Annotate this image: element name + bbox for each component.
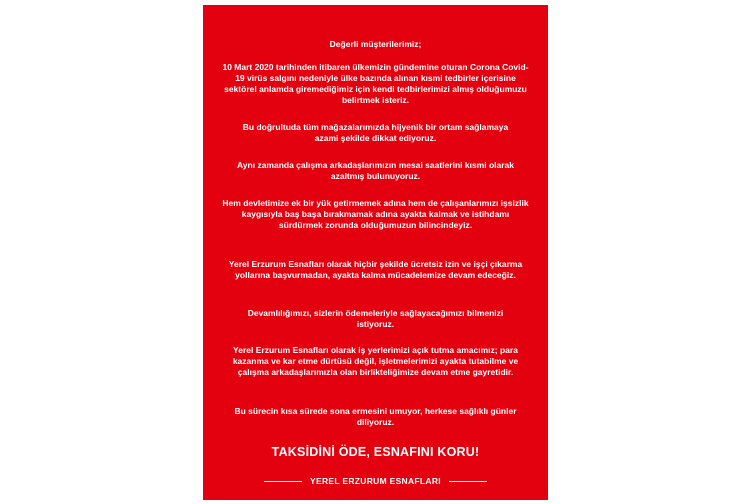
greeting: Değerli müşterilerimiz; [329, 39, 422, 49]
paragraph-payments: Devamlılığımızı, sizlerin ödemeleriyle sağlayacağımızı bilmenizi istiyoruz. [247, 308, 504, 329]
signature [203, 475, 548, 487]
signature-text: YEREL ERZURUM ESNAFLARI [310, 476, 441, 486]
paragraph-hygiene: Bu doğrultuda tüm mağazalarımızda hijyenik bir ortam sağlamaya azami şekilde dikkat ediyoruz. [242, 122, 509, 143]
paragraph-hours: Aynı zamanda çalışma arkadaşlarımızın mesai saatlerini kısmi olarak azaltmış bulunuyoruz. [236, 160, 515, 181]
signature-line-left [264, 481, 302, 482]
signature-line-right [449, 481, 487, 482]
poster [203, 5, 548, 500]
paragraph-intro: 10 Mart 2020 tarihinden itibaren ülkemizin gündemine oturan Corona Covid-19 virüs salgını nedeniyle ülke bazında alınan kısmi tedbirler içerisine sektörel anlamda giremediğimiz için kendi tedbirlerimizi almış olduğumuzu belirtmek isteriz. [222, 62, 529, 105]
slogan: TAKSİDİNİ ÖDE, ESNAFINI KORU! [271, 445, 480, 459]
paragraph-commitment: Yerel Erzurum Esnafları olarak hiçbir şekilde ücretsiz izin ve işçi çıkarma yollarına başvurmadan, ayakta kalma mücadelemize devam edeceğiz. [228, 259, 523, 280]
paragraph-purpose: Yerel Erzurum Esnafları olarak iş yerlerimizi açık tutma amacımız; para kazanma ve kar etme dürtüsü değil, işletmelerimizi ayakta tutabilme ve çalışma arkadaşlarımızla olan birlikteliğimize devam etme gayretidir. [232, 345, 519, 377]
paragraph-closing: Bu sürecin kısa sürede sona ermesini umuyor, herkese sağlıklı günler diliyoruz. [234, 406, 517, 427]
paragraph-employment: Hem devletimize ek bir yük getirmemek adına hem de çalışanlarımızı işsizlik kaygısıyla baş başa bırakmamak adına ayakta kalmak ve istihdamı sürdürmek zorunda olduğumuzun bilincindeyiz. [222, 198, 529, 230]
